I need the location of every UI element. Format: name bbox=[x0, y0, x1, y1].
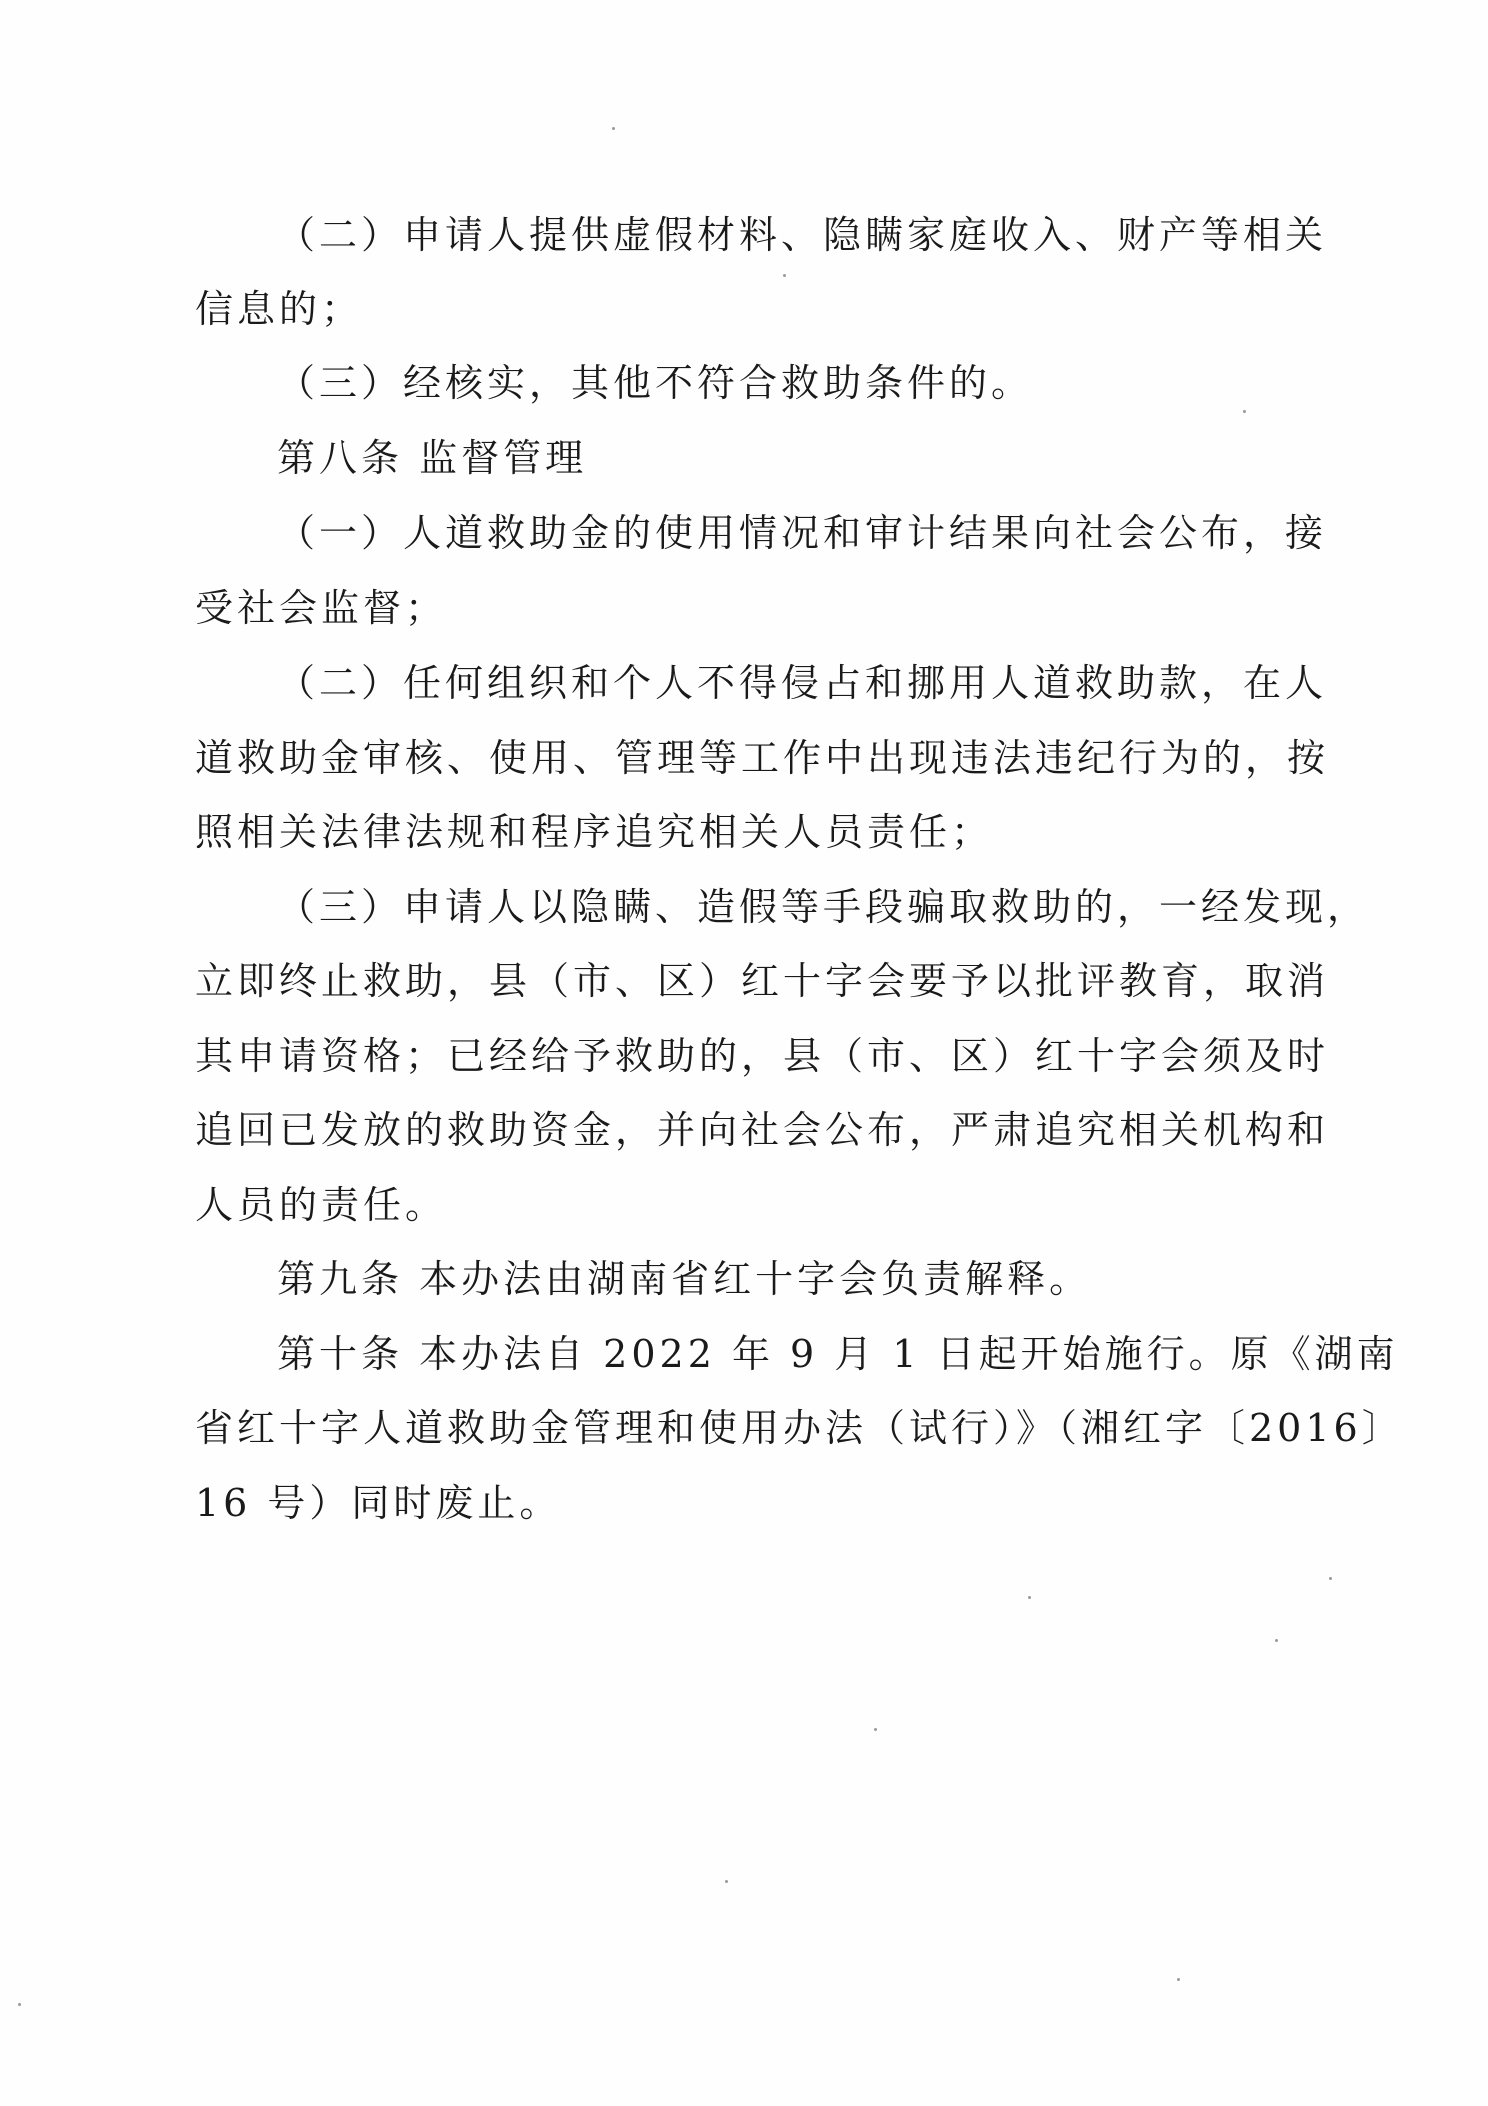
paragraph-line: （二）任何组织和个人不得侵占和挪用人道救助款，在人 bbox=[277, 661, 1328, 705]
scan-speck bbox=[1028, 1596, 1031, 1599]
scan-speck bbox=[725, 1880, 728, 1883]
paragraph-line: 省红十字人道救助金管理和使用办法（试行）》（湘红字〔2016〕 bbox=[195, 1406, 1404, 1450]
paragraph-line: 立即终止救助，县（市、区）红十字会要予以批评教育，取消 bbox=[195, 959, 1330, 1003]
paragraph-line: 道救助金审核、使用、管理等工作中出现违法违纪行为的，按 bbox=[195, 736, 1330, 780]
section-heading: 第八条 监督管理 bbox=[277, 436, 588, 480]
scan-speck bbox=[1177, 1978, 1180, 1981]
paragraph-line: （二）申请人提供虚假材料、隐瞒家庭收入、财产等相关 bbox=[277, 213, 1328, 257]
scan-speck bbox=[1275, 1639, 1278, 1642]
article-line: 第十条 本办法自 2022 年 9 月 1 日起开始施行。原《湖南 bbox=[277, 1332, 1399, 1376]
paragraph-line: 信息的； bbox=[195, 287, 364, 331]
scan-speck bbox=[18, 2003, 21, 2006]
paragraph-line: （三）申请人以隐瞒、造假等手段骗取救助的，一经发现， bbox=[277, 885, 1370, 929]
paragraph-line: 人员的责任。 bbox=[195, 1183, 448, 1227]
scan-speck bbox=[1243, 410, 1246, 413]
paragraph-line: 16 号）同时废止。 bbox=[195, 1481, 562, 1525]
scan-speck bbox=[1329, 1577, 1332, 1580]
paragraph-line: 照相关法律法规和程序追究相关人员责任； bbox=[195, 810, 994, 854]
paragraph-line: （一）人道救助金的使用情况和审计结果向社会公布，接 bbox=[277, 511, 1328, 555]
paragraph-line: 其申请资格；已经给予救助的，县（市、区）红十字会须及时 bbox=[195, 1034, 1330, 1078]
scan-speck bbox=[874, 1728, 877, 1731]
paragraph-line: （三）经核实，其他不符合救助条件的。 bbox=[277, 361, 1034, 405]
paragraph-line: 受社会监督； bbox=[195, 586, 448, 630]
article-line: 第九条 本办法由湖南省红十字会负责解释。 bbox=[277, 1257, 1092, 1301]
scan-speck bbox=[612, 127, 615, 130]
scan-speck bbox=[783, 274, 786, 277]
paragraph-line: 追回已发放的救助资金，并向社会公布，严肃追究相关机构和 bbox=[195, 1108, 1330, 1152]
